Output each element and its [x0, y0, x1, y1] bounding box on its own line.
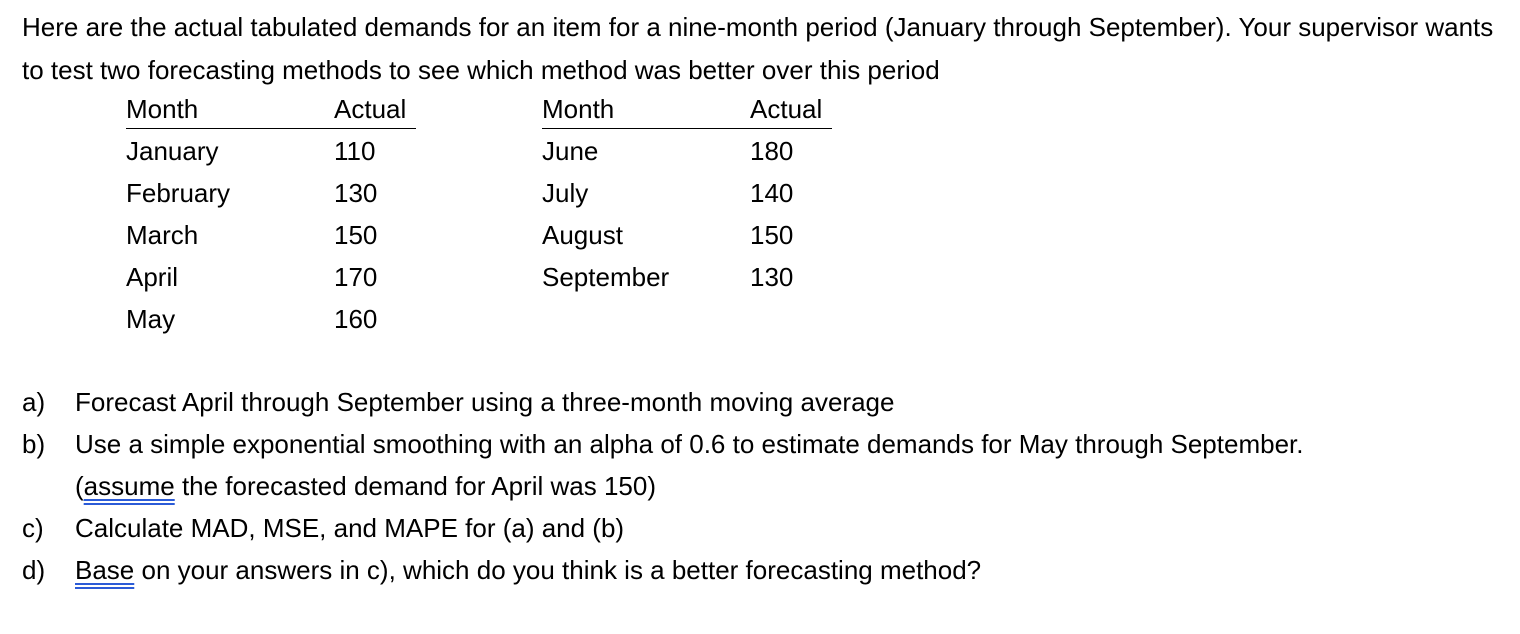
question-text-continuation	[75, 465, 1502, 507]
month-cell: September	[542, 262, 670, 292]
actual-cell: 170	[334, 262, 378, 292]
month-cell: May	[126, 304, 176, 334]
question-label: a)	[22, 387, 46, 417]
header-actual-left: Actual	[334, 94, 407, 124]
actual-cell: 150	[334, 220, 378, 250]
month-cell: April	[126, 262, 179, 292]
month-cell: August	[542, 220, 623, 250]
right-actual-column	[750, 88, 822, 298]
actual-cell: 130	[750, 262, 794, 292]
question-b	[22, 423, 1502, 507]
spellcheck-word: assume	[83, 471, 175, 501]
actual-cell: 180	[750, 136, 794, 166]
actual-cell: 110	[334, 136, 376, 166]
question-d	[22, 549, 1502, 591]
spellcheck-word: Base	[75, 555, 135, 585]
continuation-text: the forecasted demand for April was 150)	[174, 471, 656, 501]
left-month-column	[126, 88, 230, 340]
question-text: on your answers in c), which do you think is a better forecasting method?	[134, 555, 982, 585]
header-actual-right: Actual	[750, 94, 823, 124]
question-label: d)	[22, 555, 46, 585]
question-c	[22, 507, 1502, 549]
question-a	[22, 381, 1502, 423]
problem-intro: Here are the actual tabulated demands for an item for a nine-month period (January through September). Your supervisor wants to test two forecasting methods to see which method was better over this period	[22, 12, 1494, 85]
question-text: Calculate MAD, MSE, and MAPE for (a) and (b)	[75, 513, 625, 543]
actual-cell: 160	[334, 304, 378, 334]
right-month-column	[542, 88, 669, 298]
question-label: c)	[22, 513, 44, 543]
month-cell: January	[126, 136, 219, 166]
question-text: Forecast April through September using a three-month moving average	[75, 387, 895, 417]
question-list	[22, 381, 1502, 591]
actual-cell: 140	[750, 178, 794, 208]
open-paren: (	[75, 471, 84, 501]
question-label: b)	[22, 429, 46, 459]
month-cell: March	[126, 220, 199, 250]
month-cell: July	[542, 178, 589, 208]
month-cell: June	[542, 136, 599, 166]
actual-cell: 150	[750, 220, 794, 250]
month-cell: February	[126, 178, 231, 208]
actual-cell: 130	[334, 178, 378, 208]
header-month-right: Month	[542, 94, 615, 124]
header-month-left: Month	[126, 94, 199, 124]
question-text: Use a simple exponential smoothing with an alpha of 0.6 to estimate demands for May through September.	[75, 429, 1304, 459]
left-actual-column	[334, 88, 406, 340]
